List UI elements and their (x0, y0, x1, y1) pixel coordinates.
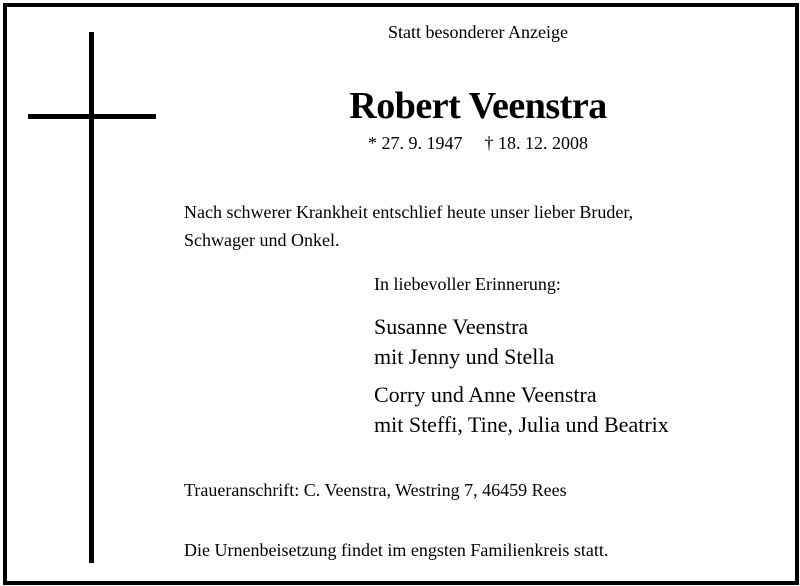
mourner-name: Corry und Anne Veenstra (374, 382, 597, 407)
burial-note: Die Urnenbeisetzung findet im engsten Familienkreis statt. (184, 540, 609, 560)
birth-date: * 27. 9. 1947 (368, 133, 463, 153)
mourner-group (374, 380, 669, 440)
mourner-group (374, 312, 554, 372)
mourner-children: mit Steffi, Tine, Julia und Beatrix (374, 412, 669, 437)
notice-header: Statt besonderer Anzeige (388, 22, 568, 42)
mourning-address: Traueranschrift: C. Veenstra, Westring 7, 46459 Rees (184, 480, 567, 500)
mourner-name: Susanne Veenstra (374, 314, 529, 339)
life-dates (0, 133, 800, 154)
deceased-name: Robert Veenstra (349, 85, 607, 127)
mourner-children: mit Jenny und Stella (374, 344, 555, 369)
memory-heading: In liebevoller Erinnerung: (374, 274, 561, 294)
death-message-line: Schwager und Onkel. (184, 230, 340, 250)
death-message (184, 198, 633, 254)
death-date: † 18. 12. 2008 (484, 133, 588, 153)
death-message-line: Nach schwerer Krankheit entschlief heute unser lieber Bruder, (184, 202, 634, 222)
